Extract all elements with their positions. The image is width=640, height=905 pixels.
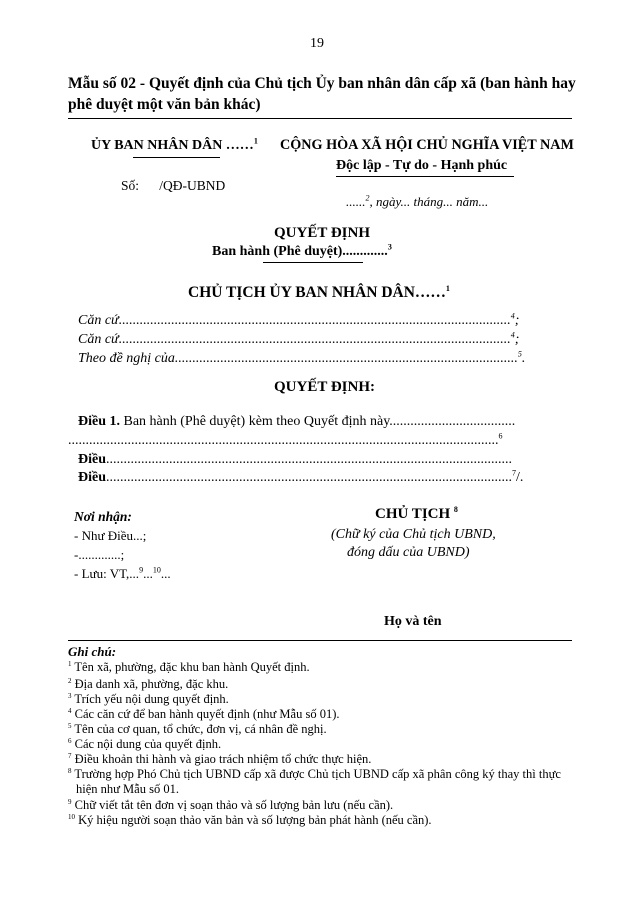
- signer-name: Họ và tên: [384, 614, 442, 629]
- country-name: CỘNG HÒA XÃ HỘI CHỦ NGHĨA VIỆT NAM: [280, 137, 574, 153]
- basis-line-2: Căn cứ................................................................................................................$^4$;: [78, 330, 520, 347]
- org-name: ỦY BAN NHÂN DÂN ……$^1$: [91, 136, 258, 153]
- page-number: 19: [310, 36, 324, 51]
- article-2: Điều....................................................................................................................: [78, 452, 512, 467]
- signature-title: CHỦ TỊCH $^8$: [375, 505, 458, 522]
- note-item: $^6$ Các nội dung của quyết định.: [68, 736, 222, 751]
- form-title-line1: Mẫu số 02 - Quyết định của Chủ tịch Ủy ban nhân dân cấp xã (ban hành hay: [68, 75, 576, 92]
- signature-note-1: (Chữ ký của Chủ tịch UBND,: [331, 527, 496, 542]
- subtitle-underline: [263, 262, 363, 263]
- place-date: ......$^2$, ngày... tháng... năm...: [346, 193, 489, 209]
- notes-title: Ghi chú:: [68, 644, 117, 659]
- decision-subtitle: Ban hành (Phê duyệt).............$^3$: [212, 242, 392, 259]
- note-item: $^3$ Trích yếu nội dung quyết định.: [68, 691, 229, 706]
- note-item-continued: hiện như Mẫu số 01.: [76, 782, 179, 796]
- note-item: $^8$ Trường hợp Phó Chủ tịch UBND cấp xã được Chủ tịch UBND cấp xã phân công ký thay thì thực: [68, 766, 561, 781]
- signature-note-2: đóng dấu của UBND): [347, 545, 470, 560]
- decides-heading: QUYẾT ĐỊNH:: [274, 379, 375, 395]
- note-item: $^1$ Tên xã, phường, đặc khu ban hành Quyết định.: [68, 659, 310, 674]
- note-item: $^{10}$ Ký hiệu người soạn thảo văn bản và số lượng bản phát hành (nếu cần).: [68, 812, 432, 827]
- note-item: $^5$ Tên của cơ quan, tổ chức, đơn vị, cá nhân đề nghị.: [68, 721, 327, 736]
- authority-title: CHỦ TỊCH ỦY BAN NHÂN DÂN……$^1$: [188, 283, 450, 301]
- document-number: Số: /QĐ-UBND: [121, 178, 226, 193]
- note-item: $^4$ Các căn cứ để ban hành quyết định (như Mẫu số 01).: [68, 706, 340, 721]
- recipient-item: -.............;: [74, 547, 125, 562]
- basis-line-1: Căn cứ................................................................................................................$^4$;: [78, 311, 520, 328]
- article-1-continued: ...........................................................................................................................$^6$: [68, 431, 503, 448]
- recipients-title: Nơi nhận:: [74, 509, 132, 524]
- form-title-line2: phê duyệt một văn bản khác): [68, 96, 261, 113]
- national-motto: Độc lập - Tự do - Hạnh phúc: [336, 158, 508, 173]
- note-item: $^7$ Điều khoản thi hành và giao trách nhiệm tổ chức thực hiện.: [68, 751, 372, 766]
- org-underline: [133, 157, 220, 158]
- note-item: $^9$ Chữ viết tắt tên đơn vị soạn thảo và số lượng bản lưu (nếu cần).: [68, 797, 394, 812]
- note-item: $^2$ Địa danh xã, phường, đặc khu.: [68, 676, 229, 691]
- recipient-item: - Như Điều...;: [74, 528, 147, 543]
- article-3: Điều....................................................................................................................$^7$/.: [78, 468, 524, 485]
- recipient-archive: - Lưu: VT,...$^9$...$^{10}$...: [74, 565, 171, 581]
- title-divider: [68, 118, 572, 119]
- notes-divider: [68, 640, 572, 641]
- basis-line-3: Theo đề nghị của..................................................................................................$^5$.: [78, 349, 526, 366]
- motto-underline: [336, 176, 514, 177]
- decision-title: QUYẾT ĐỊNH: [274, 225, 370, 241]
- article-1: Điều 1. Ban hành (Phê duyệt) kèm theo Quyết định này....................................: [78, 414, 516, 429]
